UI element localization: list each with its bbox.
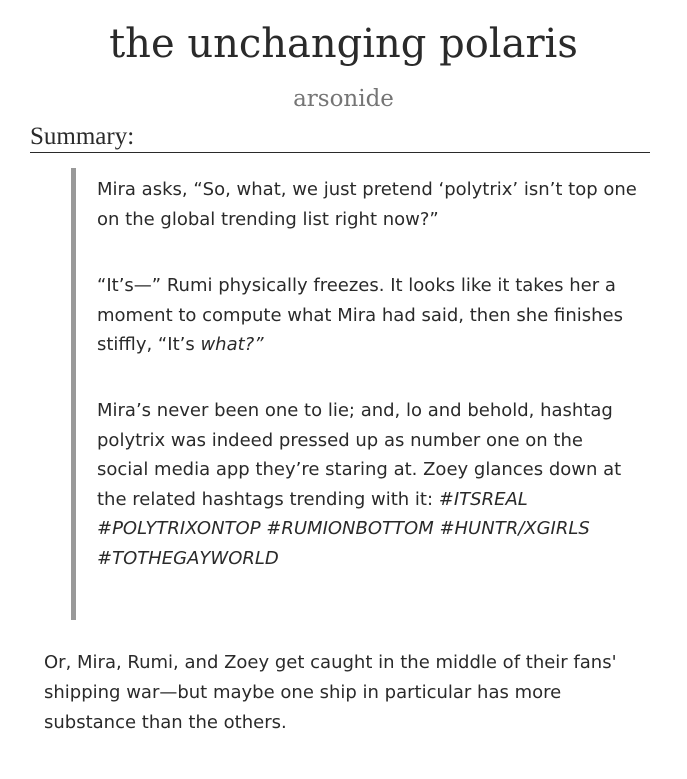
- quote-text: “It’s—” Rumi physically freezes. It looks like it takes her a moment to compute what Mira had said, then she finishes stiffly, “It’s: [97, 275, 623, 355]
- summary-quote-paragraph-2: [97, 271, 637, 360]
- quote-text: Mira asks, “So, what, we just pretend ‘polytrix’ isn’t top one on the global trending list right now?”: [97, 179, 637, 230]
- summary-quote-paragraph-1: [97, 175, 637, 234]
- work-title: the unchanging polaris: [109, 21, 578, 67]
- summary-heading: Summary:: [30, 122, 650, 153]
- quote-text: Mira’s never been one to lie; and, lo and behold, hashtag polytrix was indeed pressed up as number one on the social media app they’re staring at. Zoey glances down at the related hashtags trending with it:: [97, 400, 622, 510]
- summary-quote-paragraph-3: [97, 396, 637, 573]
- work-author[interactable]: arsonide: [293, 86, 394, 112]
- summary-description: Or, Mira, Rumi, and Zoey get caught in the middle of their fans' shipping war—but maybe one ship in particular has more substance than the others.: [44, 652, 617, 733]
- quote-emphasis: what?”: [200, 334, 264, 355]
- quote-hashtags: #ITSREAL #POLYTRIXONTOP #RUMIONBOTTOM #HUNTR/XGIRLS #TOTHEGAYWORLD: [97, 488, 590, 569]
- summary-blockquote: [71, 168, 646, 620]
